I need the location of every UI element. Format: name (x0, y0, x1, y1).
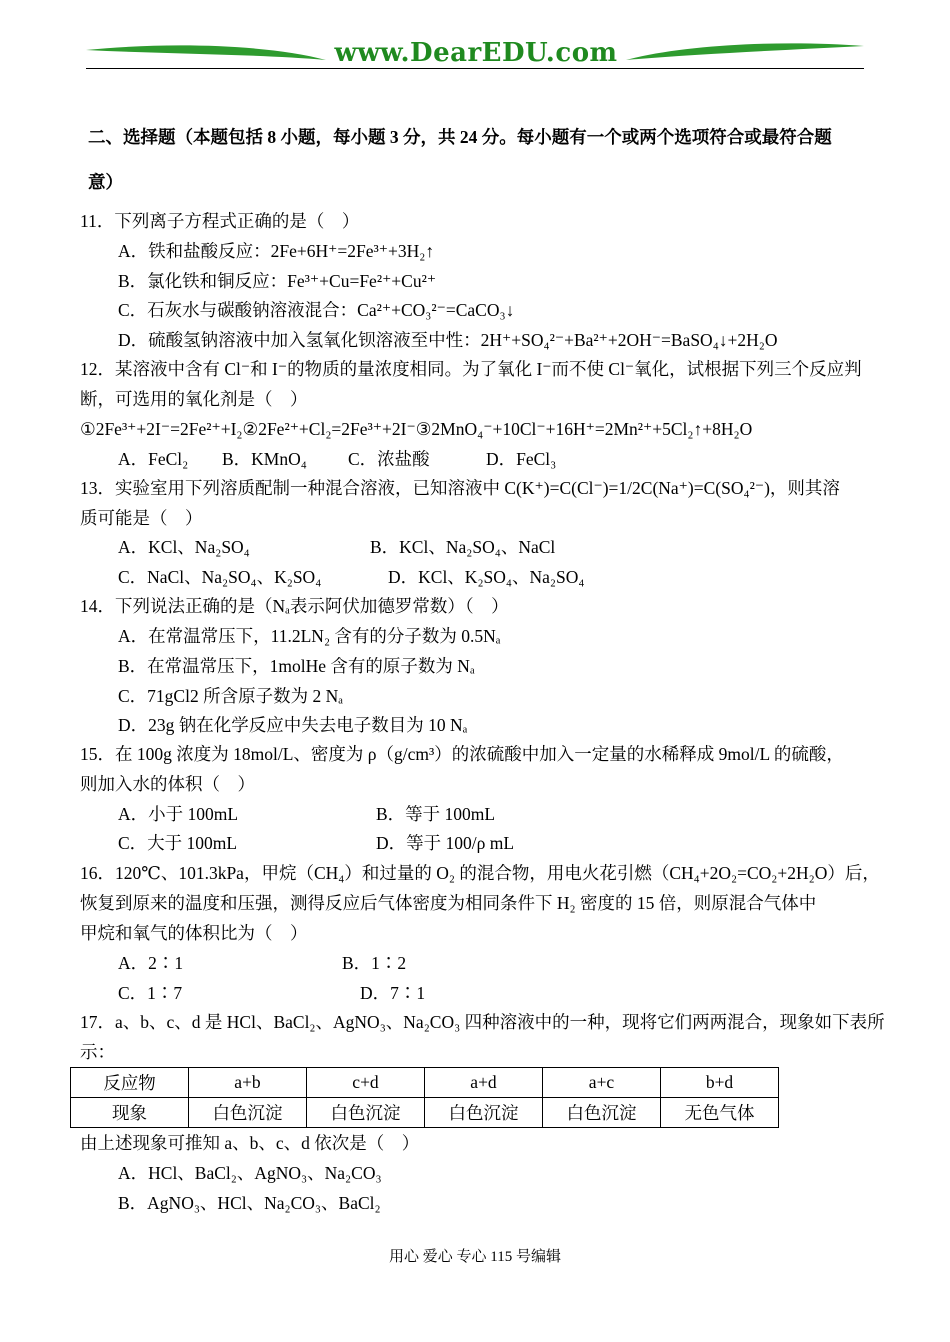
table-cell: a+d (425, 1068, 543, 1098)
q14-option-d: D．23g 钠在化学反应中失去电子数目为 10 Nₐ (118, 715, 468, 735)
q14-option-c: C．71gCl2 所含原子数为 2 Nₐ (118, 686, 344, 706)
q17-followup: 由上述现象可推知 a、b、c、d 依次是（ ） (80, 1133, 420, 1153)
q16-stem-cont: 恢复到原来的温度和压强，测得反应后气体密度为相同条件下 H₂ 密度的 15 倍，则原混合气体中 (80, 893, 817, 913)
q16-option-a: A．2∶1 (118, 953, 184, 973)
q15-option-a: A．小于 100mL (118, 804, 239, 824)
q12-option-d: D．FeCl₃ (486, 449, 557, 469)
page-footer: 用心 爱心 专心 115 号编辑 (389, 1249, 561, 1265)
q16-option-b: B．1∶2 (342, 953, 407, 973)
table-cell: 白色沉淀 (307, 1098, 425, 1128)
q16-stem: 16．120℃、101.3kPa，甲烷（CH₄）和过量的 O₂ 的混合物，用电火花引燃（CH₄+2O₂=CO₂+2H₂O）后， (80, 863, 880, 883)
q11-option-a: A．铁和盐酸反应：2Fe+6H⁺=2Fe³⁺+3H₂↑ (118, 241, 435, 261)
q13-option-d: D．KCl、K₂SO₄、Na₂SO₄ (388, 567, 585, 587)
table-row (71, 1068, 779, 1098)
q13-stem-cont: 质可能是（ ） (80, 508, 203, 528)
q12-stem: 12．某溶液中含有 Cl⁻和 I⁻的物质的量浓度相同。为了氧化 I⁻而不使 Cl⁻氧化，试根据下列三个反应判 (80, 359, 862, 379)
q11-option-b: B．氯化铁和铜反应：Fe³⁺+Cu=Fe²⁺+Cu²⁺ (118, 271, 437, 291)
q12-reactions: ①2Fe³⁺+2I⁻=2Fe²⁺+I₂②2Fe²⁺+Cl₂=2Fe³⁺+2I⁻③2MnO₄⁻+10Cl⁻+16H⁺=2Mn²⁺+5Cl₂↑+8H₂O (80, 419, 753, 439)
table-cell: a+c (543, 1068, 661, 1098)
table-cell: 白色沉淀 (189, 1098, 307, 1128)
table-cell: 无色气体 (661, 1098, 779, 1128)
q12-stem-cont: 断，可选用的氧化剂是（ ） (80, 389, 308, 409)
section-title-cont: 意） (88, 172, 123, 192)
table-cell: 白色沉淀 (425, 1098, 543, 1128)
table-cell: a+b (189, 1068, 307, 1098)
table-cell: c+d (307, 1068, 425, 1098)
q16-option-d: D．7∶1 (360, 983, 426, 1003)
q14-option-a: A．在常温常压下，11.2LN₂ 含有的分子数为 0.5Nₐ (118, 626, 501, 646)
q15-option-c: C．大于 100mL (118, 833, 238, 853)
q17-option-b: B．AgNO₃、HCl、Na₂CO₃、BaCl₂ (118, 1193, 381, 1213)
q16-stem-cont2: 甲烷和氧气的体积比为（ ） (80, 923, 308, 943)
header-rule (86, 68, 864, 69)
site-brand[interactable]: www.DearEDU.com (334, 38, 618, 68)
q15-stem: 15．在 100g 浓度为 18mol/L、密度为 ρ（g/cm³）的浓硫酸中加入一定量的水稀释成 9mol/L 的硫酸， (80, 744, 844, 764)
table-cell: 白色沉淀 (543, 1098, 661, 1128)
q13-option-b: B．KCl、Na₂SO₄、NaCl (370, 537, 556, 557)
q12-option-c: C．浓盐酸 (348, 449, 430, 469)
q17-option-a: A．HCl、BaCl₂、AgNO₃、Na₂CO₃ (118, 1163, 382, 1183)
q16-option-c: C．1∶7 (118, 983, 183, 1003)
q13-stem: 13．实验室用下列溶质配制一种混合溶液，已知溶液中 C(K⁺)=C(Cl⁻)=1/2C(Na⁺)=C(SO₄²⁻)，则其溶 (80, 478, 840, 498)
q14-stem: 14．下列说法正确的是（Nₐ表示阿伏加德罗常数）（ ） (80, 596, 509, 616)
reaction-table (70, 1067, 779, 1128)
table-cell: b+d (661, 1068, 779, 1098)
q17-stem-cont: 示： (80, 1042, 115, 1062)
q11-option-c: C．石灰水与碳酸钠溶液混合：Ca²⁺+CO₃²⁻=CaCO₃↓ (118, 300, 515, 320)
q11-stem: 11．下列离子方程式正确的是（ ） (80, 211, 360, 231)
table-row (71, 1098, 779, 1128)
section-title: 二、选择题（本题包括 8 小题，每小题 3 分，共 24 分。每小题有一个或两个选项符合或最符合题 (88, 127, 832, 147)
site-header (86, 38, 864, 72)
q14-option-b: B．在常温常压下，1molHe 含有的原子数为 Nₐ (118, 656, 475, 676)
table-cell: 反应物 (71, 1068, 189, 1098)
q11-option-d: D．硫酸氢钠溶液中加入氢氧化钡溶液至中性：2H⁺+SO₄²⁻+Ba²⁺+2OH⁻=BaSO₄↓+2H₂O (118, 330, 778, 350)
q13-option-a: A．KCl、Na₂SO₄ (118, 537, 250, 557)
q15-stem-cont: 则加入水的体积（ ） (80, 774, 255, 794)
q13-option-c: C．NaCl、Na₂SO₄、K₂SO₄ (118, 567, 322, 587)
table-cell: 现象 (71, 1098, 189, 1128)
q12-option-b: B．KMnO₄ (222, 449, 307, 469)
q15-option-b: B．等于 100mL (376, 804, 496, 824)
q17-stem: 17．a、b、c、d 是 HCl、BaCl₂、AgNO₃、Na₂CO₃ 四种溶液中的一种，现将它们两两混合，现象如下表所 (80, 1012, 885, 1032)
q12-option-a: A．FeCl₂ (118, 449, 189, 469)
q15-option-d: D．等于 100/ρ mL (376, 833, 515, 853)
